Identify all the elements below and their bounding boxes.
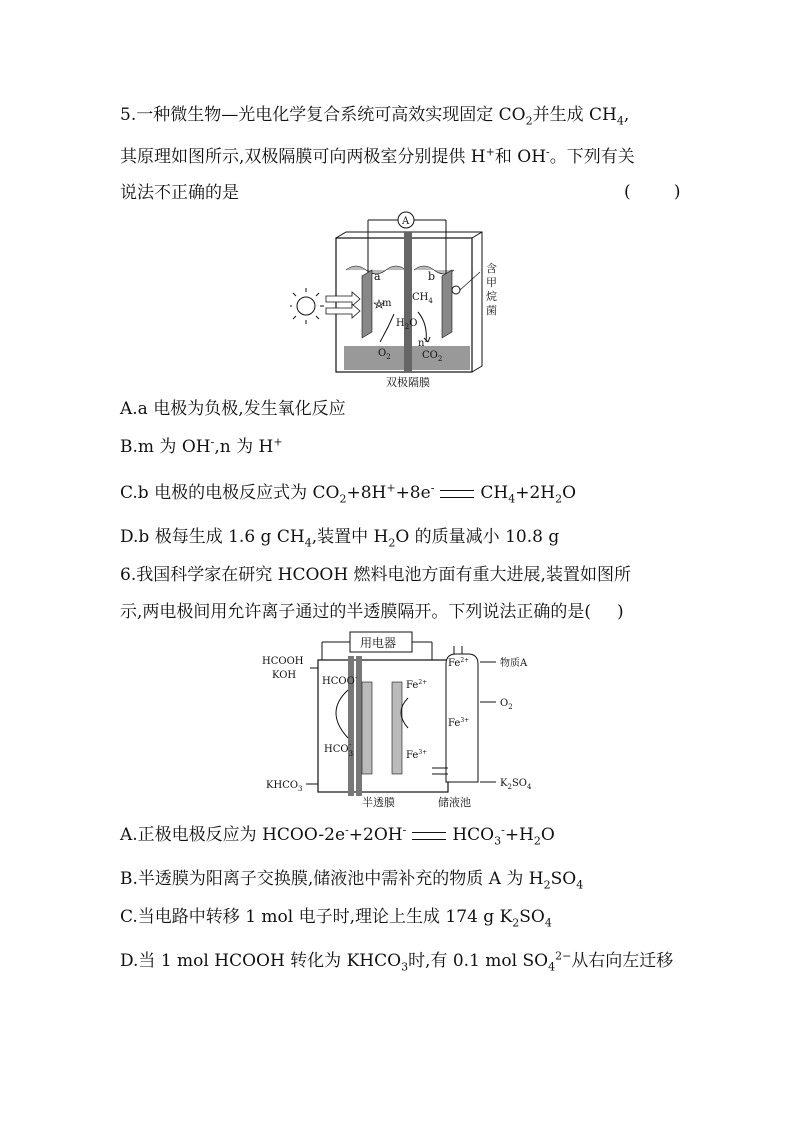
q6-option-a[interactable]: A.正极电极反应为 HCOO-2e-+2OH- $HCO_3^-+H_2O$ [120,823,555,848]
fe2-tank-label: $Fe^{2+}$ [448,657,470,669]
tank-caption: 储液池 [438,796,471,809]
q6-figure [262,628,562,810]
label-h2o: $H_2O$ [396,318,418,331]
svg-text:烷: 烷 [486,290,497,303]
q5-figure-caption: 双极隔膜 [386,376,430,389]
substance-a-label: 物质A [500,658,528,669]
q5-option-c[interactable]: C.b 电极的电极反应式为 $CO_2+8H^++8e^-$ $CH_4+2H_2O$ [120,481,577,506]
equals-sign [440,490,474,498]
q6-option-c[interactable]: C.当电路中转移 1 mol 电子时,理论上生成 174 g $K_2SO_4$ [120,907,552,930]
svg-text:甲: 甲 [486,276,497,289]
fe2-left-label: $Fe^{2+}$ [406,679,428,691]
svg-text:菌: 菌 [486,304,497,317]
hco3-label: $HCO_3-$ [324,741,354,758]
q6-stem-line1: 6.我国科学家在研究 HCOOH 燃料电池方面有重大进展,装置如图所 [120,565,631,585]
o2-label: $O_2$ [500,698,513,711]
device-label: 用电器 [360,636,397,650]
q6-option-d[interactable]: D.当 1 mol HCOOH 转化为 $KHCO_3$时,有 0.1 mol $SO_4^{2-}$从右向左迁移 [120,949,674,974]
koh-label: KOH [272,670,297,681]
label-b: b [428,270,436,283]
fe3-left-label: $Fe^{3+}$ [406,749,428,761]
label-a: a [374,270,381,283]
khco3-label: $KHCO_3$ [266,780,303,793]
label-n: n [418,338,425,349]
equals-sign [412,832,446,840]
label-ch4: $CH_4$ [412,292,433,305]
q5-figure [290,208,510,390]
q5-option-a[interactable]: A.a 电极为负极,发生氧化反应 [120,399,346,419]
k2so4-label: $K_2SO_4$ [500,778,532,791]
hcoo-label: HCOO- [322,674,358,687]
q6-stem-line2: 示,两电极间用允许离子通过的半透膜隔开。下列说法正确的是( ) [120,602,624,622]
q6-option-b[interactable]: B.半透膜为阳离子交换膜,储液池中需补充的物质 A 为 $H_2SO_4$ [120,869,584,892]
q5-stem-line2: 其原理如图所示,双极隔膜可向两极室分别提供 H+和 OH-。下列有关 [120,145,635,167]
q5-stem-line3: 说法不正确的是 [120,183,239,203]
sun-icon [297,297,315,315]
label-co2: $CO_2$ [422,350,443,363]
q5-stem-line1: 5.一种微生物—光电化学复合系统可高效实现固定 $CO_2$并生成 $CH_4$, [120,105,630,128]
q5-option-d[interactable]: D.b 极每生成 1.6 g $CH_4$,装置中 $H_2O$ 的质量减小 10.8 g [120,527,560,550]
label-m: m [382,298,392,309]
ammeter-label: A [402,216,410,227]
fe3-tank-label: $Fe^{3+}$ [448,717,470,729]
label-o2: $O_2$ [378,348,391,361]
q5-option-b[interactable]: B.m 为 OH-,n 为 H+ [120,435,283,457]
svg-text:含: 含 [486,262,497,275]
q5-answer-paren: ( ) [624,182,681,202]
membrane-caption: 半透膜 [362,796,395,809]
hcooh-label: HCOOH [262,656,304,667]
